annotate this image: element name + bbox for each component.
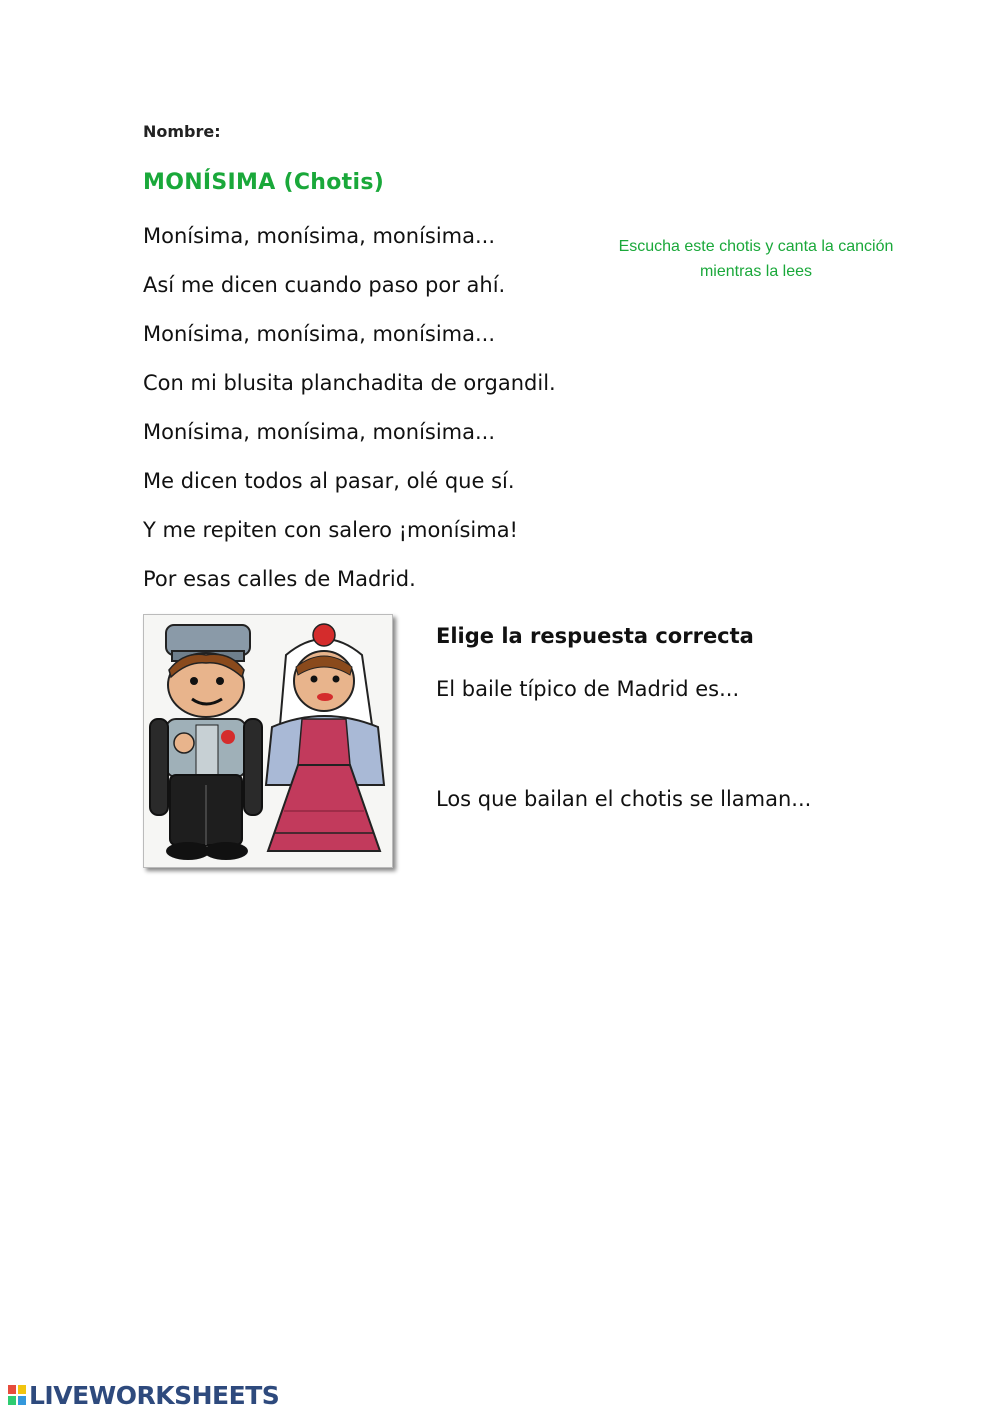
brand-name: LIVEWORKSHEETS bbox=[29, 1380, 280, 1410]
lyric-line: Me dicen todos al pasar, olé que sí. bbox=[143, 469, 515, 493]
lyric-line: Monísima, monísima, monísima... bbox=[143, 322, 496, 346]
chotis-dancers-image bbox=[143, 614, 393, 868]
question-2: Los que bailan el chotis se llaman... bbox=[436, 787, 812, 811]
lyric-line: Monísima, monísima, monísima... bbox=[143, 224, 496, 248]
question-1: El baile típico de Madrid es... bbox=[436, 677, 740, 701]
logo-squares-icon bbox=[8, 1385, 26, 1405]
song-title: MONÍSIMA (Chotis) bbox=[143, 170, 385, 195]
lyric-line: Así me dicen cuando paso por ahí. bbox=[143, 273, 506, 297]
liveworksheets-logo bbox=[8, 1380, 279, 1410]
lyric-line: Y me repiten con salero ¡monísima! bbox=[143, 518, 518, 542]
lyric-line: Por esas calles de Madrid. bbox=[143, 567, 416, 591]
lyric-line: Con mi blusita planchadita de organdil. bbox=[143, 371, 556, 395]
lyric-line: Monísima, monísima, monísima... bbox=[143, 420, 496, 444]
quiz-title: Elige la respuesta correcta bbox=[436, 624, 754, 648]
name-label: Nombre: bbox=[143, 122, 221, 141]
listening-instruction: Escucha este chotis y canta la canción mientras la lees bbox=[618, 238, 894, 280]
